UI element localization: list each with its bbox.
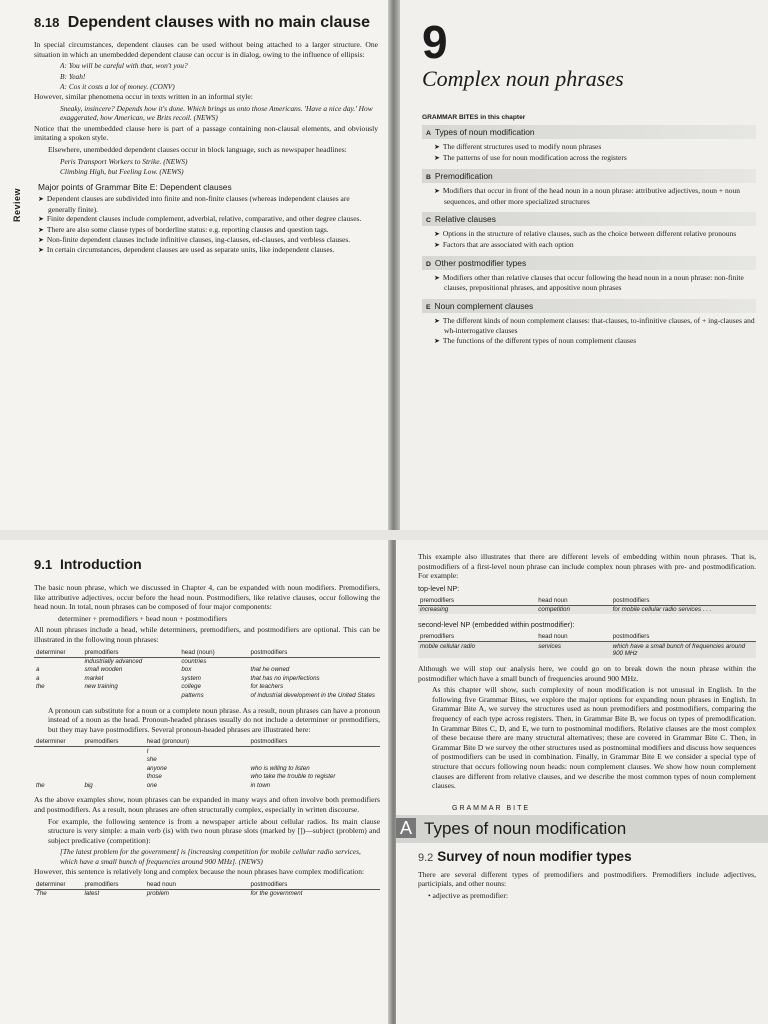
grammar-bite-title: Types of noun modification [424, 818, 627, 838]
table-row: those who take the trouble to register [146, 773, 336, 781]
grammar-bite-point: ➤ Options in the structure of relative clauses, such as the choice between different relative pronouns [434, 228, 737, 238]
paragraph: All noun phrases include a head, while determiners, premodifiers, and postmodifiers are optional. This can be illustrated in the following noun phrases: [34, 625, 380, 644]
grammar-bite-c [422, 212, 756, 250]
arrow-bullet-icon: ➤ [434, 241, 440, 250]
table-row: I [146, 747, 149, 755]
table-row: the big one in town [36, 781, 271, 789]
table-row: The latest problem for the government [36, 890, 303, 898]
paragraph: The basic noun phrase, which we discussed in Chapter 4, can be expanded with noun modifiers. Premodifiers, like attributive adjectives, occur before the head noun. Postmodifiers, like relative clauses, occur following the head noun. In total, noun phrases can be composed of four major components: [34, 583, 380, 612]
paragraph: Elsewhere, unembedded dependent clauses occur in block language, such as newspaper headlines: [48, 145, 347, 154]
page-gap [0, 530, 768, 540]
page-bottom-left [0, 540, 392, 1024]
paragraph: As this chapter will show, such complexity of noun modification is not unusual in English. In the following five Grammar Bites, we explore the major options for expanding noun phrases in English. In Grammar Bite A, we survey the structures used as noun premodifiers and postmodifiers, comparing the frequency of each type across registers. Then, in Grammar Bite B, we focus on types of premodification. In Grammar Bites C, D, and E, we turn to postnominal modifiers. Relative clauses are the most complex of these because there are many structural alternatives; these are covered in Grammar Bite C. Then, in Grammar Bite D we survey the other structures used as postnominal modifiers and discuss how sequences of postmodifiers can be used in combination. Finally, in Grammar Bite E we consider a special type of structure that occurs following noun heads: noun complement clauses. We show how noun complement clauses are different from relative clauses, and we describe the most common types of noun complement clauses. [432, 685, 756, 791]
level-label: top-level NP: [418, 583, 460, 593]
grammar-bite-point: ➤ The patterns of use for noun modification across the registers [434, 153, 627, 163]
column-header: premodifiers [418, 632, 536, 642]
table-row: patterns of industrial development in the United States [181, 691, 376, 699]
table-row: she [146, 756, 157, 764]
column-header: premodifiers [82, 737, 144, 747]
level-label: second-level NP (embedded within postmodifier): [418, 620, 575, 630]
paragraph: A pronoun can substitute for a noun or a complete noun phrase. As a result, noun phrases can have a pronoun instead of a noun as the head. Pronoun-headed phrases usually do not include a determiner or premodifiers, but they may have postmodifiers. Several pronoun-headed phrases are illustrated here: [48, 705, 380, 734]
section-title: Dependent clauses with no main clause [67, 14, 371, 31]
review-point: ➤ Non-finite dependent clauses include infinitive clauses, ing-clauses, ed-clauses, and verbless clauses. [38, 235, 351, 245]
table-row: anyone who is willing to listen [146, 764, 310, 772]
example-line: A: You will be careful with that, won't you? [60, 61, 188, 71]
grammar-bite-title-bar [396, 815, 768, 843]
column-header: postmodifiers [249, 737, 381, 747]
grammar-bite-point: ➤ The different structures used to modify noun phrases [434, 142, 602, 151]
top-level-np-table [418, 596, 756, 614]
paragraph: Although we will stop our analysis here, we could go on to break down the noun phrase within the postmodifier which have a small bunch of frequencies around 900 MHz. [418, 664, 756, 683]
example-line: A: Cos it costs a lot of money. (CONV) [60, 82, 175, 91]
section-number: 9.1 [34, 557, 53, 572]
section-number: 8.18 [34, 15, 60, 30]
column-header: head noun [536, 596, 610, 606]
grammar-bite-point: ➤ Modifiers other than relative clauses that occur following the head noun in a noun phrase: non-finite clauses, prepositional phrases, and appositive noun phrases [434, 273, 744, 293]
paragraph: However, this sentence is relatively long and complex because the noun phrases have complex modification: [34, 867, 365, 877]
column-header: head (noun) [179, 648, 248, 658]
column-header: determiner [34, 880, 82, 890]
column-header: head noun [145, 880, 249, 890]
table-row: industrially advanced countries [84, 658, 207, 666]
grammar-bite-title-bar: D Other postmodifier types [422, 256, 756, 270]
table-row: a market system that has no imperfections [36, 674, 320, 682]
page-top-right [396, 0, 768, 530]
chapter-title: Complex noun phrases [422, 66, 624, 91]
column-header: postmodifiers [249, 880, 381, 890]
grammar-bite-e [422, 299, 756, 347]
grammar-bite-title-bar: B Premodification [422, 169, 756, 183]
grammar-bite-title-bar: C Relative clauses [422, 212, 756, 226]
grammar-bite-point: ➤ Factors that are associated with each option [434, 240, 574, 250]
subsection-heading [418, 849, 756, 864]
column-header: determiner [34, 737, 82, 747]
section-heading [34, 14, 378, 32]
book-spine [388, 0, 400, 530]
table-row: mobile cellular radio services which have a small bunch of frequencies around 900 MHz [418, 642, 756, 658]
grammar-bite-b [422, 169, 756, 205]
review-point: ➤ Dependent clauses are subdivided into finite and non-finite clauses (whereas independent clauses are generally finite). [38, 194, 350, 214]
column-header: postmodifiers [611, 596, 756, 606]
paragraph: As the above examples show, noun phrases can be expanded in many ways and often involve both premodifiers and postmodifiers. As a result, noun phrases are often structurally complex, especially in written discourse. [34, 795, 380, 814]
column-header: head noun [536, 632, 610, 642]
paragraph: There are several different types of premodifiers and postmodifiers. Premodifiers include adjectives, participials, and other nouns: [418, 869, 756, 889]
review-point: ➤ There are also some clause types of borderline status: e.g. reporting clauses and question tags. [38, 224, 329, 234]
table-row: the new training college for teachers [36, 683, 284, 691]
page-bottom-right [396, 540, 768, 1024]
paragraph: However, similar phenomena occur in texts written in an informal style: [34, 92, 253, 102]
arrow-bullet-icon: ➤ [434, 316, 440, 325]
page-top-left [0, 0, 392, 530]
arrow-bullet-icon: ➤ [38, 246, 44, 255]
arrow-bullet-icon: ➤ [38, 215, 44, 224]
section-heading [34, 556, 380, 573]
paragraph: This example also illustrates that there are different levels of embedding within noun phrases. That is, postmodifiers of a first-level noun phrase can include complex noun phrases with pre- and postmodification. For example: [418, 552, 756, 581]
column-header: head (pronoun) [145, 737, 249, 747]
grammar-bite-title-bar: E Noun complement clauses [422, 299, 756, 313]
review-tab: Review [12, 188, 22, 223]
review-box [12, 182, 378, 255]
list-item: • adjective as premodifier: [428, 890, 509, 900]
chapter-number: 9 [422, 16, 448, 68]
example-line: B: Yeah! [60, 71, 86, 81]
grammar-bite-label: GRAMMAR BITE [452, 804, 531, 812]
paragraph: In special circumstances, dependent clauses can be used without being attached to a larger structure. One situation in which an unembedded dependent clause can occur is in dialog, owing to the influence of ellipsis: [34, 40, 378, 59]
arrow-bullet-icon: ➤ [434, 143, 440, 151]
section-title: Introduction [59, 556, 142, 572]
paragraph: Notice that the unembedded clause here is part of a passage containing non-clausal elements, and obviously imitating a spoken style. [34, 123, 378, 143]
grammar-bite-point: ➤ Modifiers that occur in front of the head noun in a noun phrase: attributive adjectives, noun + noun sequences, and other more specialized structures [434, 186, 740, 206]
grammar-bite-point: ➤ The functions of the different types of noun complement clauses [434, 336, 637, 346]
arrow-bullet-icon: ➤ [434, 154, 440, 163]
example-line: Peris Transport Workers to Strike. (NEWS) [60, 156, 188, 166]
formula: determiner + premodifiers + head noun + postmodifiers [58, 613, 228, 623]
paragraph: For example, the following sentence is from a newspaper article about cellular radios. Its main clause structure is very simple: a main verb (is) with two noun phrase slots (marked by [])—subject (problem) and subject predicative (competition): [48, 816, 380, 845]
column-header: postmodifiers [249, 648, 381, 658]
subsection-number: 9.2 [418, 851, 434, 864]
arrow-bullet-icon: ➤ [434, 337, 440, 346]
review-point: ➤ In certain circumstances, dependent clauses are used as separate units, like independent clauses. [38, 245, 335, 255]
pronoun-phrase-table [34, 737, 380, 789]
grammar-bite-d [422, 256, 756, 292]
arrow-bullet-icon: ➤ [434, 187, 440, 196]
second-level-np-table [418, 632, 756, 658]
subsection-title: Survey of noun modifier types [437, 848, 632, 864]
arrow-bullet-icon: ➤ [38, 236, 44, 245]
column-header: determiner [34, 648, 82, 658]
grammar-bite-a [422, 125, 756, 163]
arrow-bullet-icon: ➤ [38, 195, 44, 204]
column-header: postmodifiers [611, 632, 756, 642]
arrow-bullet-icon: ➤ [38, 225, 44, 234]
example-block: Sneaky, insincere? Depends how it's done. Which brings us onto those Americans. 'Have a nice day.' How exaggerated, how American, we Brits recoil. (NEWS) [60, 104, 373, 123]
column-header: premodifiers [82, 648, 179, 658]
example-line: Climbing High, but Feeling Low. (NEWS) [60, 167, 184, 176]
grammar-bite-title-bar: A Types of noun modification [422, 125, 756, 139]
complex-np-table [34, 880, 380, 898]
arrow-bullet-icon: ➤ [434, 274, 440, 283]
arrow-bullet-icon: ➤ [434, 229, 440, 238]
review-point: ➤ Finite dependent clauses include complement, adverbial, relative, comparative, and other degree clauses. [38, 214, 362, 224]
grammar-bite-letter: A [396, 818, 416, 838]
table-row: a small wooden box that he owned [36, 666, 290, 674]
example-block: [The latest problem for the government] is [increasing competition for mobile cellular radio services, which have a small bunch of frequencies around 900 MHz]. (NEWS) [60, 847, 361, 866]
column-header: premodifiers [82, 880, 144, 890]
noun-phrase-table [34, 648, 380, 700]
table-row: increasing competition for mobile cellular radio services . . . [418, 605, 756, 614]
grammar-bites-heading: GRAMMAR BITES in this chapter [422, 114, 526, 121]
review-title: Major points of Grammar Bite E: Dependent clauses [38, 182, 232, 193]
column-header: premodifiers [418, 596, 536, 606]
grammar-bite-point: ➤ The different kinds of noun complement clauses: that-clauses, to-infinitive clauses, of + ing-clauses and wh-interrogative clauses [434, 315, 755, 335]
